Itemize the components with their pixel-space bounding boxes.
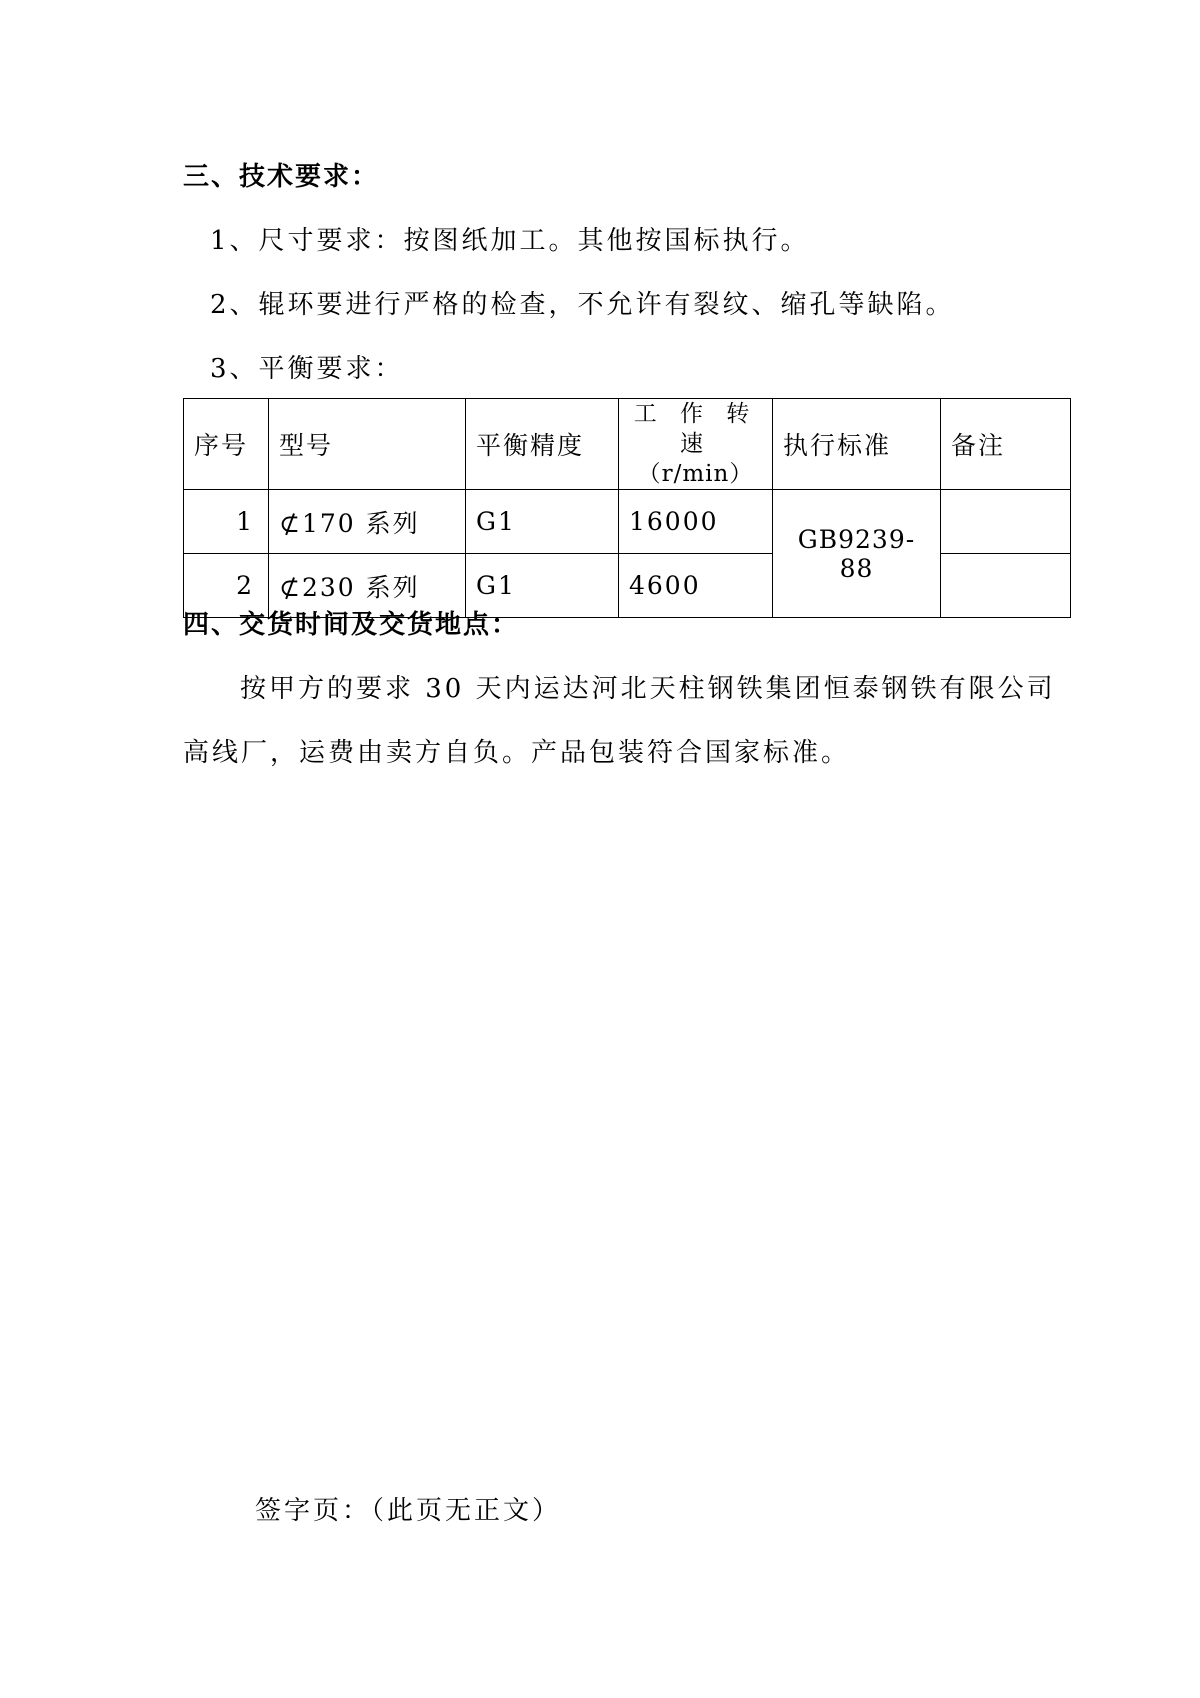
cell-speed: 16000 bbox=[619, 490, 773, 554]
cell-model: ⊄230 系列 bbox=[269, 554, 466, 618]
cell-remark bbox=[941, 554, 1071, 618]
cell-speed: 4600 bbox=[619, 554, 773, 618]
requirement-item-3: 3、平衡要求： bbox=[210, 354, 404, 384]
section3-title: 三、技术要求： bbox=[183, 162, 380, 192]
table-row bbox=[184, 490, 1071, 554]
header-remark: 备注 bbox=[941, 399, 1071, 490]
cell-model: ⊄170 系列 bbox=[269, 490, 466, 554]
cell-seq: 2 bbox=[184, 554, 269, 618]
cell-standard: GB9239-88 bbox=[773, 490, 941, 618]
section4-title: 四、交货时间及交货地点： bbox=[183, 610, 520, 640]
header-seq: 序号 bbox=[184, 399, 269, 490]
delivery-paragraph-line-2: 高线厂，运费由卖方自负。产品包装符合国家标准。 bbox=[183, 738, 851, 768]
signature-page-note: 签字页：（此页无正文） bbox=[255, 1496, 562, 1526]
header-speed-label: 工 作 转 速 bbox=[633, 401, 758, 457]
table-header-row bbox=[184, 399, 1071, 490]
cell-precision: G1 bbox=[466, 490, 619, 554]
requirement-item-2: 2、辊环要进行严格的检查，不允许有裂纹、缩孔等缺陷。 bbox=[210, 290, 955, 320]
header-standard: 执行标准 bbox=[773, 399, 941, 490]
balance-requirements-table bbox=[183, 398, 1071, 618]
cell-remark bbox=[941, 490, 1071, 554]
requirement-item-1: 1、尺寸要求：按图纸加工。其他按国标执行。 bbox=[210, 226, 810, 256]
cell-seq: 1 bbox=[184, 490, 269, 554]
delivery-paragraph-line-1: 按甲方的要求 30 天内运达河北天柱钢铁集团恒泰钢铁有限公司 bbox=[240, 674, 1056, 704]
header-precision: 平衡精度 bbox=[466, 399, 619, 490]
header-speed bbox=[619, 399, 773, 490]
cell-precision: G1 bbox=[466, 554, 619, 618]
header-speed-unit: （r/min） bbox=[637, 461, 754, 487]
header-model: 型号 bbox=[269, 399, 466, 490]
